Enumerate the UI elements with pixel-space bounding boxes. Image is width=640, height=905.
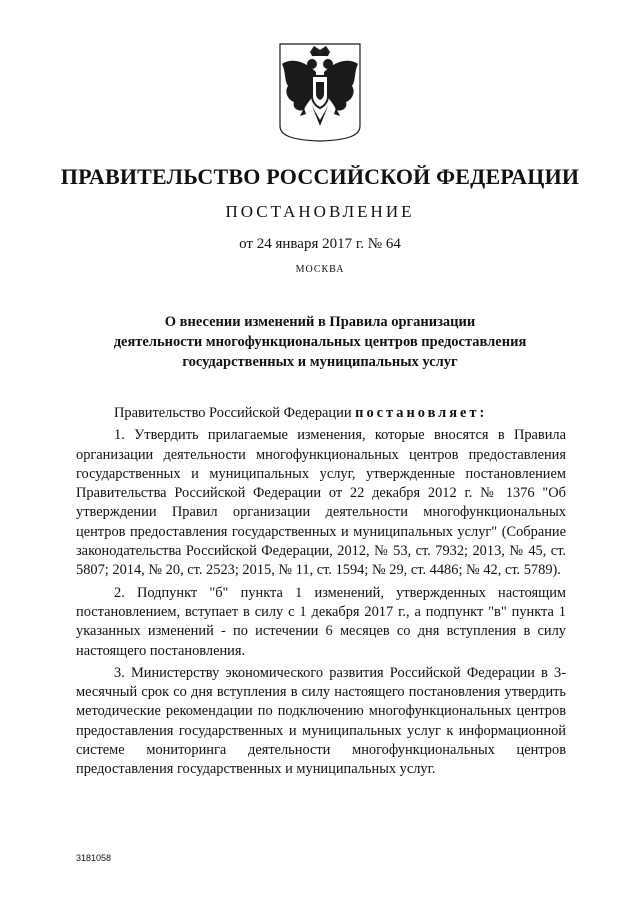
intro-paragraph: [76, 404, 566, 423]
intro-verb: постановляет:: [355, 405, 488, 421]
document-city: МОСКВА: [295, 264, 345, 275]
coat-of-arms-icon: [276, 42, 364, 142]
paragraph-1: 1. Утвердить прилагаемые изменения, которые вносятся в Правила организации деятельности многофункциональных центров предоставления государственных и муниципальных услуг, утвержденные постановлением Правительства Российской Федерации от 22 декабря 2012 г. № 1376 "Об утверждении Правил организации деятельности многофункциональных центров предоставления государственных и муниципальных услуг" (Собрание законодательства Российской Федерации, 2012, № 53, ст. 7932; 2013, № 45, ст. 5807; 2014, № 20, ст. 2523; 2015, № 11, ст. 1594; № 29, ст. 4486; № 42, ст. 5789).: [76, 427, 566, 579]
document-body: [76, 404, 566, 783]
heading-line-1: О внесении изменений в Правила организации: [164, 314, 476, 330]
heading-line-2: деятельности многофункциональных центров предоставления: [113, 334, 527, 350]
paragraph-3: 3. Министерству экономического развития Российской Федерации в 3-месячный срок со дня вступления в силу настоящего постановления утвердить методические рекомендации по подключению многофункциональных центров предоставления государственных и муниципальных услуг к информационной системе мониторинга деятельности многофункциональных центров предоставления государственных и муниципальных услуг.: [76, 664, 566, 778]
intro-text: Правительство Российской Федерации: [114, 405, 352, 421]
document-heading: [80, 312, 560, 372]
heading-line-3: государственных и муниципальных услуг: [182, 354, 458, 370]
paragraph-2: 2. Подпункт "б" пункта 1 изменений, утвержденных настоящим постановлением, вступает в силу с 1 декабря 2017 г., а подпункт "в" пункта 1 указанных изменений - по истечении 6 месяцев со дня вступления в силу настоящего постановления.: [76, 584, 566, 659]
document-code: 3181058: [76, 853, 112, 863]
document-date-number: от 24 января 2017 г. № 64: [239, 236, 401, 252]
government-title: ПРАВИТЕЛЬСТВО РОССИЙСКОЙ ФЕДЕРАЦИИ: [60, 164, 580, 189]
document-type: ПОСТАНОВЛЕНИЕ: [225, 202, 415, 221]
